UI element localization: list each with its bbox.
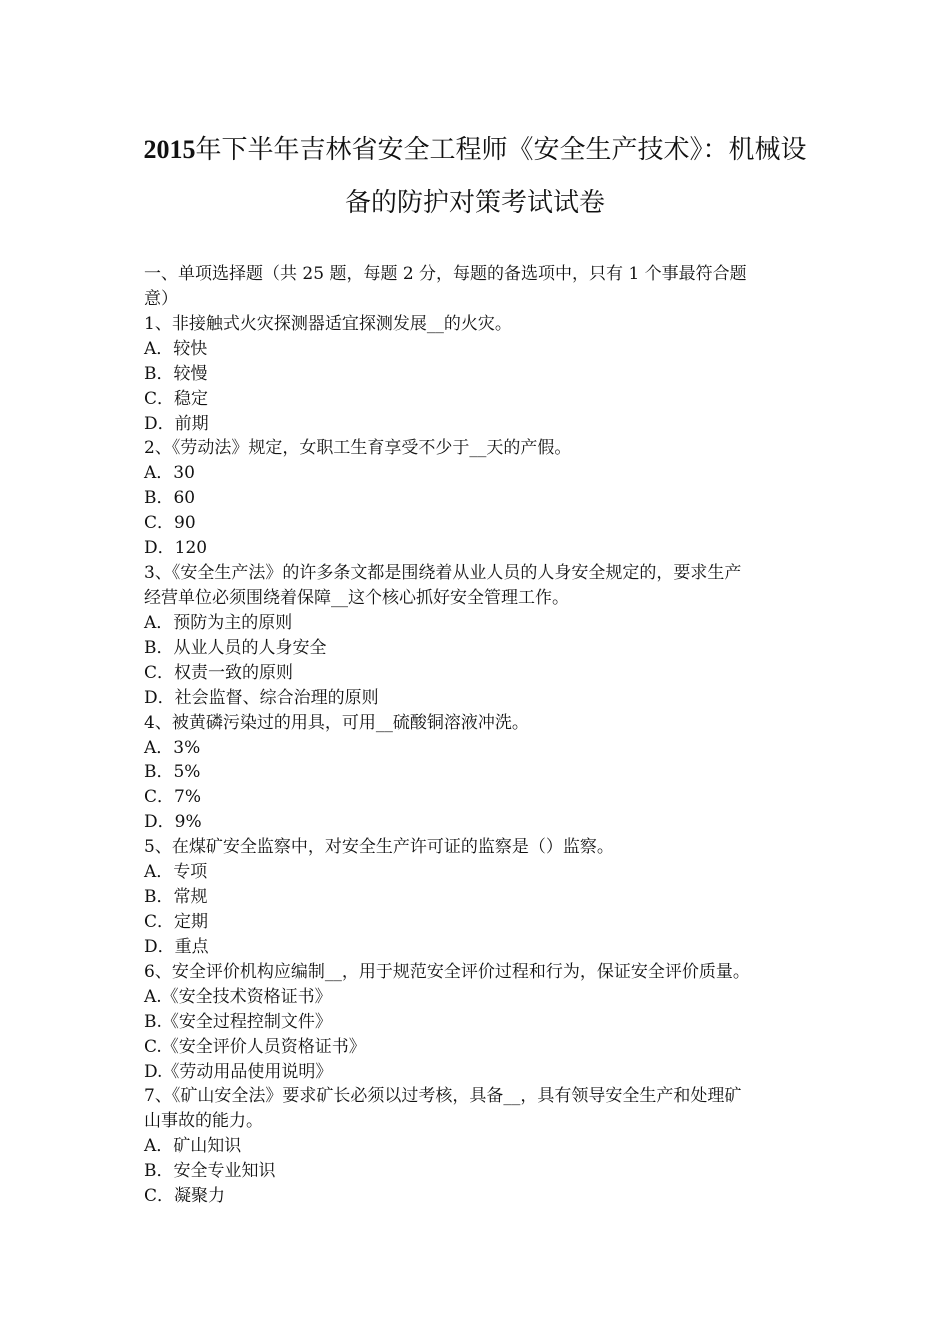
q5-option-c: C．定期: [144, 911, 209, 932]
q1-option-d: D．前期: [144, 413, 209, 434]
q2-option-d: D．120: [144, 538, 208, 559]
question-7-line-1: 7、《矿山安全法》要求矿长必须以过考核，具备__，具有领导安全生产和处理矿: [144, 1086, 742, 1107]
q2-option-c: C．90: [144, 513, 196, 534]
q6-option-c: C.《安全评价人员资格证书》: [144, 1036, 366, 1057]
q3-option-d: D．社会监督、综合治理的原则: [144, 687, 379, 708]
question-5: 5、在煤矿安全监察中，对安全生产许可证的监察是（）监察。: [144, 837, 614, 858]
title-text: 年下半年吉林省安全工程师《安全生产技术》：机械设: [195, 135, 807, 165]
q5-option-d: D．重点: [144, 936, 209, 957]
title-year: 2015: [143, 135, 196, 164]
q5-option-a: A．专项: [144, 862, 208, 883]
q6-option-d: D.《劳动用品使用说明》: [144, 1061, 333, 1082]
q1-option-a: A．较快: [144, 338, 208, 359]
question-4: 4、被黄磷污染过的用具，可用__硫酸铜溶液冲洗。: [144, 712, 529, 733]
q1-option-c: C．稳定: [144, 388, 209, 409]
q3-option-b: B．从业人员的人身安全: [144, 637, 327, 658]
question-6: 6、安全评价机构应编制__，用于规范安全评价过程和行为，保证安全评价质量。: [144, 961, 750, 982]
question-3-line-2: 经营单位必须围绕着保障__这个核心抓好安全管理工作。: [144, 587, 569, 608]
exam-content: [144, 262, 814, 1209]
document-title-line-2: 备的防护对策考试试卷: [344, 188, 605, 218]
q4-option-b: B．5%: [144, 762, 201, 783]
q7-option-b: B．安全专业知识: [144, 1161, 276, 1182]
q3-option-c: C．权责一致的原则: [144, 662, 294, 683]
q6-option-a: A.《安全技术资格证书》: [144, 986, 332, 1007]
q7-option-c: C．凝聚力: [144, 1186, 226, 1207]
question-7-line-2: 山事故的能力。: [144, 1111, 263, 1132]
q4-option-c: C．7%: [144, 787, 201, 808]
q6-option-b: B.《安全过程控制文件》: [144, 1011, 332, 1032]
q2-option-b: B．60: [144, 488, 196, 509]
document-title-line-1: [0, 135, 950, 165]
question-1: 1、非接触式火灾探测器适宜探测发展__的火灾。: [144, 313, 512, 334]
section-heading-line-1: 一、单项选择题（共 25 题，每题 2 分，每题的备选项中，只有 1 个事最符合题: [144, 264, 747, 284]
q4-option-a: A．3%: [144, 737, 201, 758]
q1-option-b: B．较慢: [144, 363, 208, 384]
q5-option-b: B．常规: [144, 887, 208, 908]
q3-option-a: A．预防为主的原则: [144, 612, 293, 633]
question-2: 2、《劳动法》规定，女职工生育享受不少于__天的产假。: [144, 438, 572, 459]
q4-option-d: D．9%: [144, 812, 202, 833]
q7-option-a: A．矿山知识: [144, 1136, 242, 1157]
section-heading-line-2: 意）: [144, 288, 178, 309]
q2-option-a: A．30: [144, 463, 195, 484]
question-3-line-1: 3、《安全生产法》的许多条文都是围绕着从业人员的人身安全规定的，要求生产: [144, 563, 742, 584]
